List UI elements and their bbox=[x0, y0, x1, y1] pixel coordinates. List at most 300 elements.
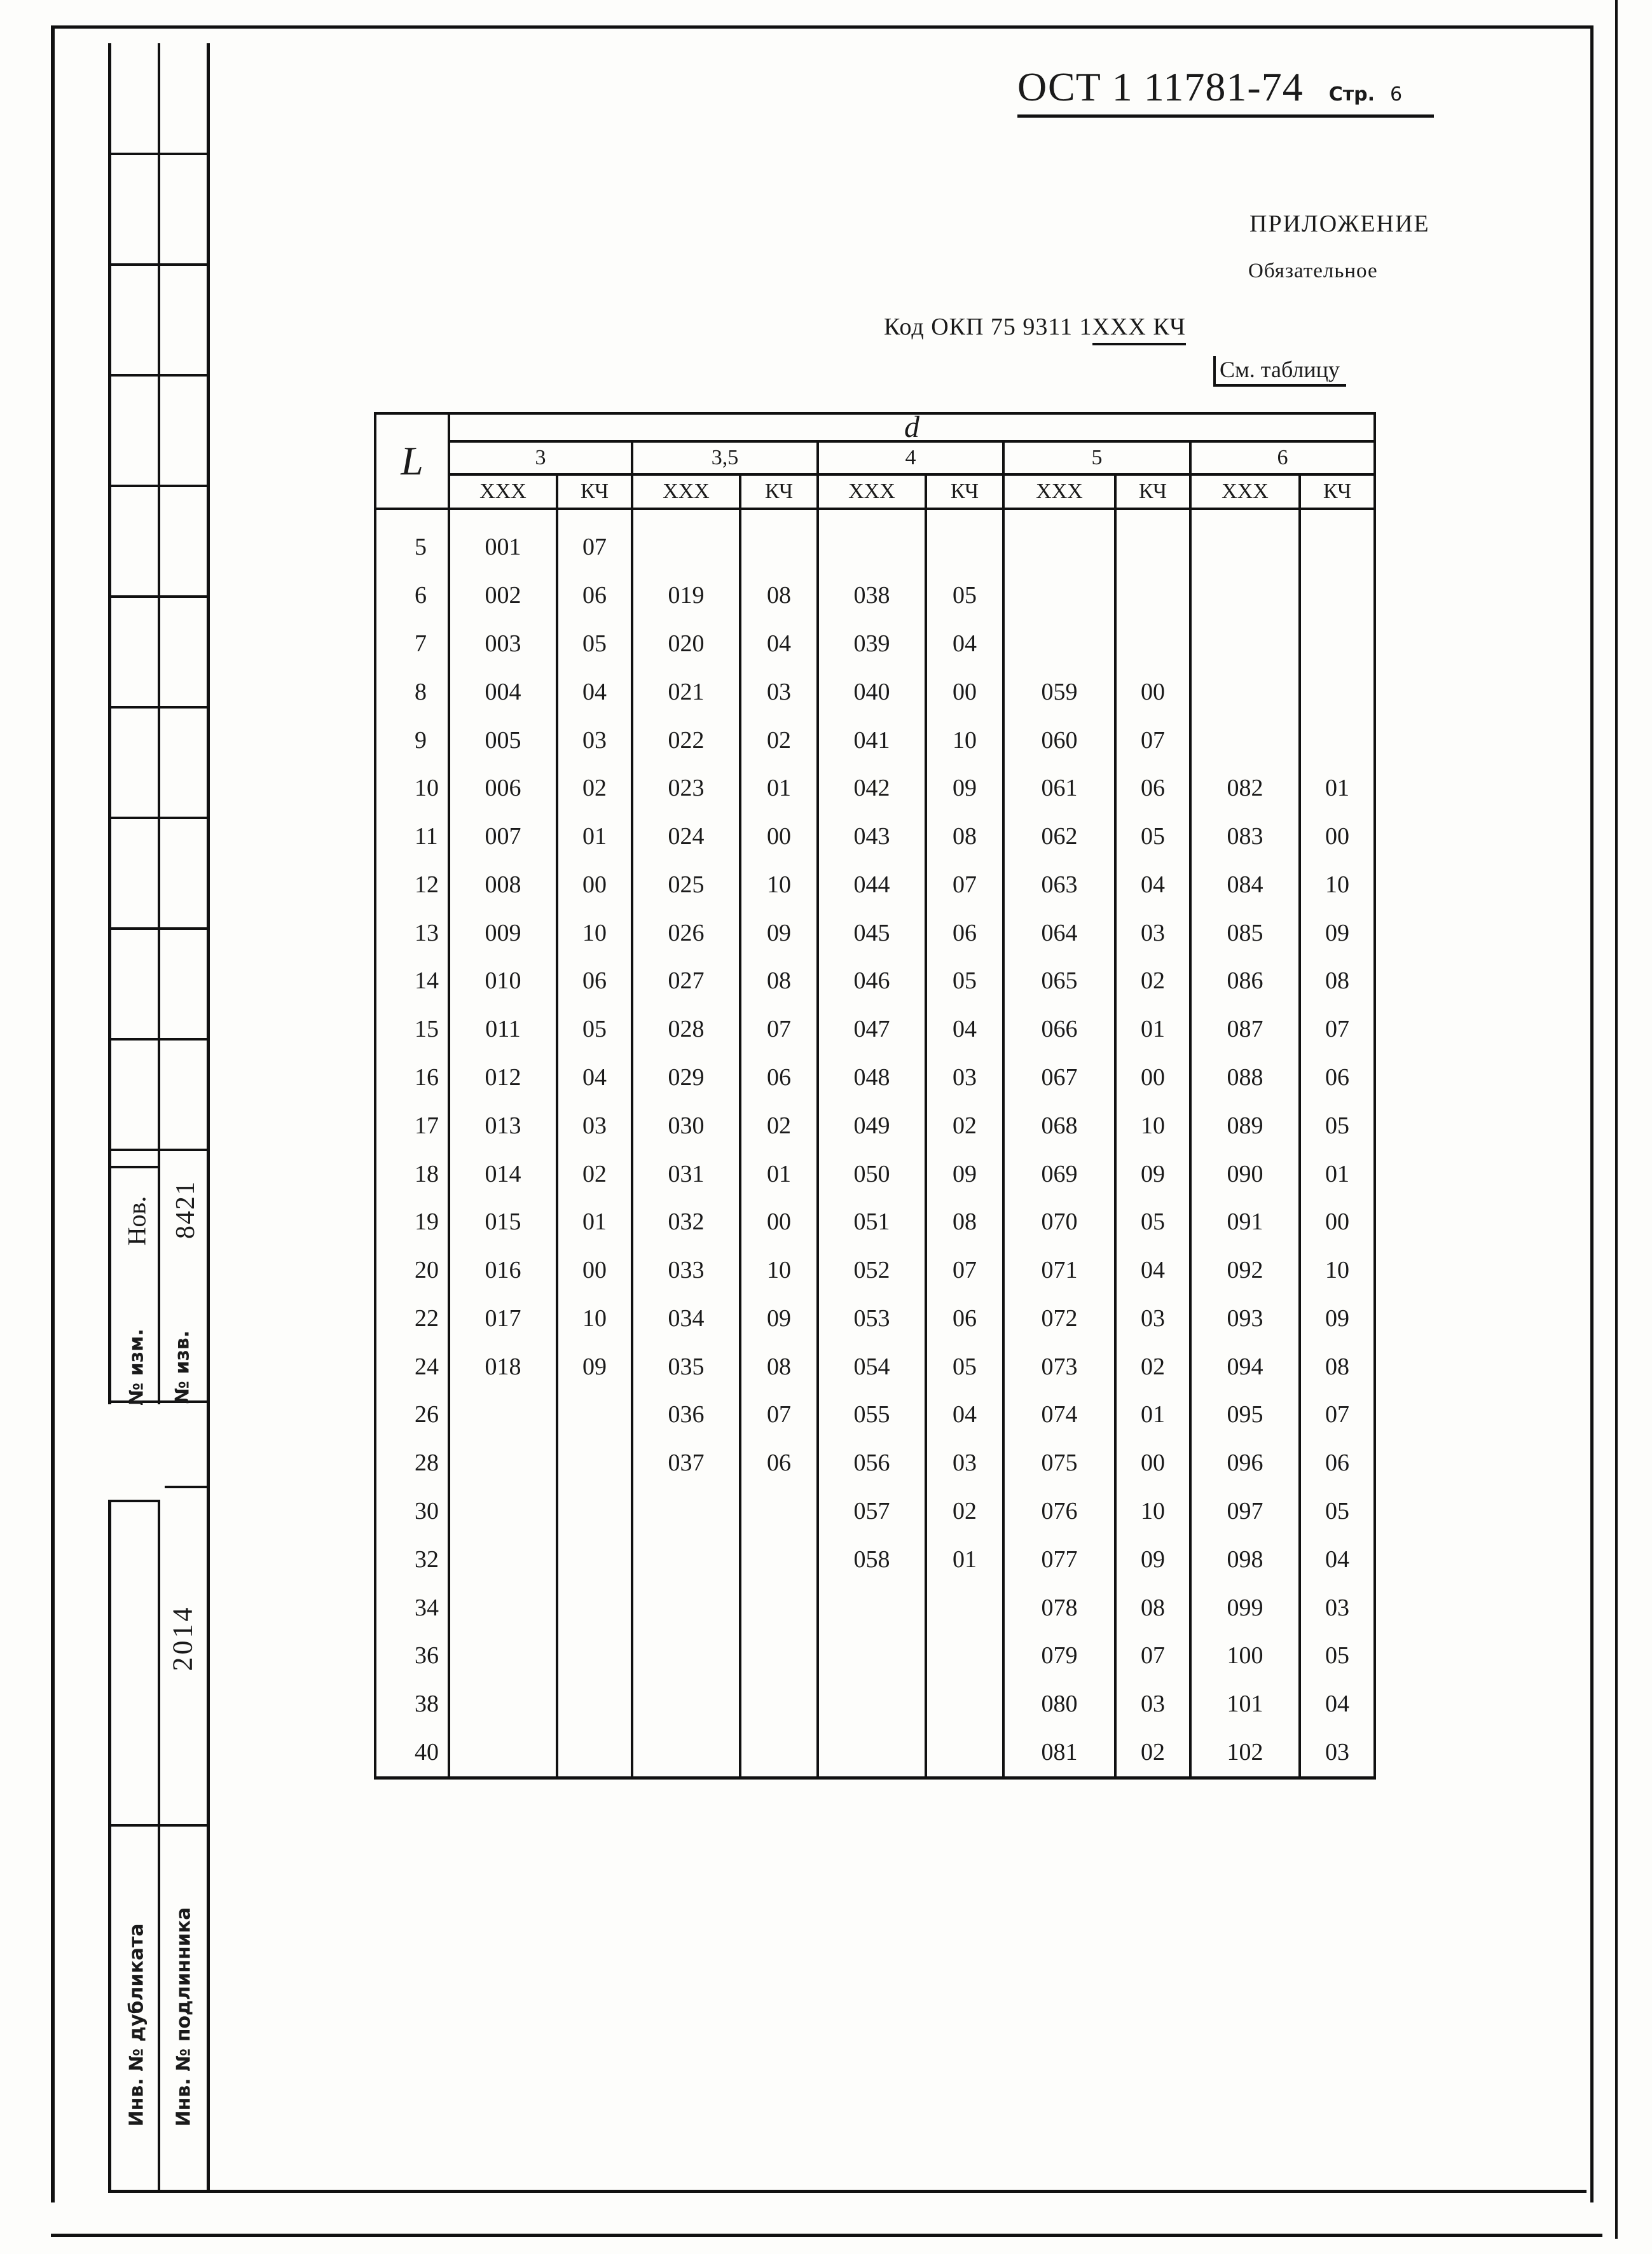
cell-kch-code: 06 bbox=[1300, 1439, 1375, 1487]
header-d: d bbox=[449, 413, 1375, 441]
cell-kch-code: 00 bbox=[740, 812, 818, 861]
cell-kch-code: 00 bbox=[1115, 1439, 1190, 1487]
document-code: ОСТ 1 11781-74 bbox=[1017, 64, 1304, 109]
cell-xxx-code: 070 bbox=[1003, 1198, 1115, 1246]
cell-kch-code: 00 bbox=[1115, 668, 1190, 716]
cell-xxx-code bbox=[449, 1535, 557, 1584]
cell-xxx-code: 029 bbox=[632, 1053, 740, 1102]
cell-xxx-code: 084 bbox=[1190, 861, 1300, 909]
cell-kch-code: 04 bbox=[926, 1005, 1003, 1053]
strip-line bbox=[111, 595, 207, 598]
okp-reference: См. таблицу bbox=[1213, 356, 1346, 387]
cell-xxx-code: 033 bbox=[632, 1246, 740, 1294]
cell-kch-code bbox=[740, 1487, 818, 1535]
cell-kch-code: 01 bbox=[740, 764, 818, 812]
table-row bbox=[375, 1198, 1375, 1246]
cell-xxx-code: 053 bbox=[818, 1294, 926, 1343]
cell-kch-code: 06 bbox=[740, 1439, 818, 1487]
cell-kch-code bbox=[557, 1487, 632, 1535]
cell-kch-code: 09 bbox=[740, 1294, 818, 1343]
cell-xxx-code: 043 bbox=[818, 812, 926, 861]
cell-xxx-code: 027 bbox=[632, 957, 740, 1006]
cell-kch-code: 05 bbox=[926, 957, 1003, 1006]
cell-xxx-code: 035 bbox=[632, 1343, 740, 1391]
header-diameter: 3,5 bbox=[632, 441, 818, 474]
cell-xxx-code: 020 bbox=[632, 619, 740, 668]
cell-xxx-code: 090 bbox=[1190, 1150, 1300, 1198]
cell-kch-code: 02 bbox=[1115, 957, 1190, 1006]
cell-xxx-code: 022 bbox=[632, 716, 740, 764]
cell-xxx-code: 049 bbox=[818, 1102, 926, 1150]
original-value: 2014 bbox=[167, 1605, 198, 1671]
table-row bbox=[375, 509, 1375, 571]
cell-xxx-code: 044 bbox=[818, 861, 926, 909]
cell-xxx-code: 080 bbox=[1003, 1680, 1115, 1728]
cell-xxx-code: 037 bbox=[632, 1439, 740, 1487]
cell-kch-code: 06 bbox=[926, 909, 1003, 957]
cell-xxx-code bbox=[1003, 509, 1115, 571]
cell-kch-code: 09 bbox=[740, 909, 818, 957]
subheader-row bbox=[375, 474, 1375, 509]
cell-length: 15 bbox=[375, 1005, 449, 1053]
cell-xxx-code: 058 bbox=[818, 1535, 926, 1584]
cell-xxx-code bbox=[449, 1584, 557, 1632]
cell-kch-code: 10 bbox=[557, 1294, 632, 1343]
cell-xxx-code: 102 bbox=[1190, 1728, 1300, 1778]
frame-bottom-line bbox=[51, 2234, 1602, 2237]
strip-line bbox=[111, 153, 207, 155]
code-table bbox=[374, 412, 1373, 1780]
cell-xxx-code: 081 bbox=[1003, 1728, 1115, 1778]
cell-xxx-code: 013 bbox=[449, 1102, 557, 1150]
cell-length: 38 bbox=[375, 1680, 449, 1728]
cell-xxx-code: 028 bbox=[632, 1005, 740, 1053]
cell-xxx-code: 051 bbox=[818, 1198, 926, 1246]
table-row bbox=[375, 716, 1375, 764]
cell-length: 10 bbox=[375, 764, 449, 812]
header-xxx: XXX bbox=[818, 474, 926, 509]
cell-xxx-code bbox=[632, 1487, 740, 1535]
cell-xxx-code: 056 bbox=[818, 1439, 926, 1487]
cell-length: 8 bbox=[375, 668, 449, 716]
strip-line bbox=[111, 263, 207, 266]
cell-kch-code: 01 bbox=[1115, 1391, 1190, 1439]
cell-kch-code: 03 bbox=[926, 1053, 1003, 1102]
cell-kch-code: 07 bbox=[740, 1391, 818, 1439]
table-row bbox=[375, 1535, 1375, 1584]
table-row bbox=[375, 619, 1375, 668]
cell-xxx-code: 073 bbox=[1003, 1343, 1115, 1391]
cell-xxx-code: 100 bbox=[1190, 1632, 1300, 1680]
cell-xxx-code: 057 bbox=[818, 1487, 926, 1535]
cell-xxx-code: 030 bbox=[632, 1102, 740, 1150]
cell-xxx-code: 041 bbox=[818, 716, 926, 764]
frame-right-edge bbox=[1615, 0, 1618, 2239]
header-kch: КЧ bbox=[1300, 474, 1375, 509]
cell-kch-code: 09 bbox=[1115, 1535, 1190, 1584]
cell-xxx-code bbox=[449, 1391, 557, 1439]
header-xxx: XXX bbox=[449, 474, 557, 509]
cell-kch-code: 04 bbox=[1300, 1680, 1375, 1728]
cell-kch-code: 02 bbox=[557, 1150, 632, 1198]
cell-kch-code: 01 bbox=[740, 1150, 818, 1198]
cell-xxx-code: 072 bbox=[1003, 1294, 1115, 1343]
cell-kch-code: 02 bbox=[557, 764, 632, 812]
header-diameter: 6 bbox=[1190, 441, 1375, 474]
cell-xxx-code bbox=[1190, 509, 1300, 571]
cell-xxx-code bbox=[449, 1680, 557, 1728]
cell-kch-code: 07 bbox=[557, 509, 632, 571]
cell-xxx-code: 059 bbox=[1003, 668, 1115, 716]
cell-kch-code: 09 bbox=[926, 764, 1003, 812]
cell-xxx-code bbox=[818, 1584, 926, 1632]
table-row bbox=[375, 1632, 1375, 1680]
strip-line bbox=[158, 1486, 207, 1488]
cell-xxx-code: 006 bbox=[449, 764, 557, 812]
cell-xxx-code: 063 bbox=[1003, 861, 1115, 909]
cell-kch-code: 03 bbox=[926, 1439, 1003, 1487]
cell-length: 40 bbox=[375, 1728, 449, 1778]
cell-kch-code: 10 bbox=[557, 909, 632, 957]
cell-kch-code bbox=[1115, 619, 1190, 668]
cell-kch-code: 01 bbox=[1300, 764, 1375, 812]
cell-kch-code: 06 bbox=[1300, 1053, 1375, 1102]
cell-xxx-code: 031 bbox=[632, 1150, 740, 1198]
okp-prefix: Код ОКП 75 9311 1 bbox=[884, 314, 1092, 340]
cell-xxx-code: 101 bbox=[1190, 1680, 1300, 1728]
header-diameter: 3 bbox=[449, 441, 632, 474]
cell-xxx-code: 068 bbox=[1003, 1102, 1115, 1150]
cell-length: 22 bbox=[375, 1294, 449, 1343]
cell-xxx-code: 019 bbox=[632, 571, 740, 619]
cell-xxx-code: 082 bbox=[1190, 764, 1300, 812]
cell-length: 13 bbox=[375, 909, 449, 957]
cell-kch-code: 08 bbox=[740, 957, 818, 1006]
cell-kch-code: 08 bbox=[740, 571, 818, 619]
cell-xxx-code: 034 bbox=[632, 1294, 740, 1343]
cell-kch-code: 04 bbox=[1115, 861, 1190, 909]
header-diameter: 4 bbox=[818, 441, 1003, 474]
cell-kch-code: 04 bbox=[740, 619, 818, 668]
cell-xxx-code: 023 bbox=[632, 764, 740, 812]
table-row bbox=[375, 957, 1375, 1006]
cell-kch-code: 06 bbox=[1115, 764, 1190, 812]
table-row bbox=[375, 1680, 1375, 1728]
cell-xxx-code bbox=[1003, 619, 1115, 668]
cell-kch-code bbox=[557, 1632, 632, 1680]
cell-length: 32 bbox=[375, 1535, 449, 1584]
cell-kch-code: 10 bbox=[1115, 1487, 1190, 1535]
cell-length: 9 bbox=[375, 716, 449, 764]
cell-xxx-code: 092 bbox=[1190, 1246, 1300, 1294]
appendix-title: ПРИЛОЖЕНИЕ bbox=[1249, 211, 1430, 237]
notice-value: 8421 bbox=[171, 1180, 200, 1239]
cell-length: 18 bbox=[375, 1150, 449, 1198]
cell-kch-code: 07 bbox=[926, 1246, 1003, 1294]
cell-kch-code: 04 bbox=[557, 668, 632, 716]
header-kch: КЧ bbox=[926, 474, 1003, 509]
strip-line bbox=[111, 817, 207, 819]
cell-length: 20 bbox=[375, 1246, 449, 1294]
cell-kch-code: 05 bbox=[557, 619, 632, 668]
header-kch: КЧ bbox=[740, 474, 818, 509]
table-row bbox=[375, 1246, 1375, 1294]
cell-xxx-code: 076 bbox=[1003, 1487, 1115, 1535]
cell-xxx-code: 040 bbox=[818, 668, 926, 716]
strip-line bbox=[111, 927, 207, 930]
cell-kch-code: 10 bbox=[926, 716, 1003, 764]
cell-kch-code: 09 bbox=[1300, 909, 1375, 957]
page-label: Стр. bbox=[1328, 83, 1375, 106]
cell-kch-code bbox=[740, 1632, 818, 1680]
cell-xxx-code: 042 bbox=[818, 764, 926, 812]
cell-kch-code: 07 bbox=[1300, 1005, 1375, 1053]
cell-xxx-code: 069 bbox=[1003, 1150, 1115, 1198]
table-row bbox=[375, 1150, 1375, 1198]
cell-kch-code: 08 bbox=[926, 812, 1003, 861]
cell-xxx-code: 046 bbox=[818, 957, 926, 1006]
cell-xxx-code: 014 bbox=[449, 1150, 557, 1198]
cell-xxx-code bbox=[818, 509, 926, 571]
cell-kch-code: 07 bbox=[926, 861, 1003, 909]
cell-kch-code: 09 bbox=[1115, 1150, 1190, 1198]
header-kch: КЧ bbox=[557, 474, 632, 509]
strip-line bbox=[111, 1824, 207, 1827]
cell-xxx-code bbox=[632, 509, 740, 571]
cell-kch-code bbox=[926, 1584, 1003, 1632]
cell-kch-code: 00 bbox=[740, 1198, 818, 1246]
cell-xxx-code: 074 bbox=[1003, 1391, 1115, 1439]
cell-kch-code: 03 bbox=[740, 668, 818, 716]
cell-kch-code bbox=[1300, 509, 1375, 571]
code-table-grid bbox=[374, 412, 1376, 1780]
cell-xxx-code: 025 bbox=[632, 861, 740, 909]
cell-length: 12 bbox=[375, 861, 449, 909]
cell-xxx-code: 077 bbox=[1003, 1535, 1115, 1584]
cell-xxx-code: 015 bbox=[449, 1198, 557, 1246]
cell-xxx-code: 079 bbox=[1003, 1632, 1115, 1680]
cell-xxx-code: 099 bbox=[1190, 1584, 1300, 1632]
appendix-subtitle: Обязательное bbox=[1248, 259, 1378, 282]
cell-kch-code: 02 bbox=[926, 1102, 1003, 1150]
cell-length: 28 bbox=[375, 1439, 449, 1487]
duplicate-label: Инв. № дубликата bbox=[125, 1923, 148, 2127]
cell-kch-code bbox=[557, 1728, 632, 1778]
cell-kch-code: 10 bbox=[740, 861, 818, 909]
cell-xxx-code: 094 bbox=[1190, 1343, 1300, 1391]
cell-xxx-code: 010 bbox=[449, 957, 557, 1006]
page-number-block bbox=[1329, 83, 1402, 106]
table-row bbox=[375, 1294, 1375, 1343]
cell-xxx-code bbox=[449, 1439, 557, 1487]
cell-xxx-code: 017 bbox=[449, 1294, 557, 1343]
cell-xxx-code: 036 bbox=[632, 1391, 740, 1439]
cell-xxx-code bbox=[632, 1535, 740, 1584]
cell-xxx-code bbox=[632, 1632, 740, 1680]
cell-kch-code: 01 bbox=[557, 812, 632, 861]
cell-kch-code: 04 bbox=[557, 1053, 632, 1102]
cell-kch-code: 06 bbox=[740, 1053, 818, 1102]
cell-xxx-code: 060 bbox=[1003, 716, 1115, 764]
cell-kch-code: 01 bbox=[926, 1535, 1003, 1584]
cell-kch-code: 08 bbox=[1115, 1584, 1190, 1632]
cell-xxx-code: 004 bbox=[449, 668, 557, 716]
cell-kch-code: 00 bbox=[1115, 1053, 1190, 1102]
cell-xxx-code: 024 bbox=[632, 812, 740, 861]
table-row bbox=[375, 764, 1375, 812]
page-number: 6 bbox=[1390, 83, 1403, 106]
cell-length: 19 bbox=[375, 1198, 449, 1246]
cell-kch-code: 08 bbox=[926, 1198, 1003, 1246]
cell-kch-code: 07 bbox=[1300, 1391, 1375, 1439]
cell-length: 11 bbox=[375, 812, 449, 861]
strip-line bbox=[111, 1500, 158, 1502]
table-row bbox=[375, 909, 1375, 957]
cell-kch-code: 02 bbox=[926, 1487, 1003, 1535]
cell-kch-code: 00 bbox=[1300, 812, 1375, 861]
cell-kch-code: 04 bbox=[926, 1391, 1003, 1439]
cell-kch-code: 03 bbox=[1115, 1294, 1190, 1343]
cell-kch-code: 00 bbox=[926, 668, 1003, 716]
strip-line bbox=[111, 1166, 158, 1168]
cell-length: 14 bbox=[375, 957, 449, 1006]
cell-xxx-code bbox=[632, 1680, 740, 1728]
cell-xxx-code: 005 bbox=[449, 716, 557, 764]
cell-length: 6 bbox=[375, 571, 449, 619]
cell-length: 36 bbox=[375, 1632, 449, 1680]
cell-xxx-code: 078 bbox=[1003, 1584, 1115, 1632]
cell-kch-code: 02 bbox=[740, 716, 818, 764]
table-row bbox=[375, 1343, 1375, 1391]
cell-xxx-code: 061 bbox=[1003, 764, 1115, 812]
cell-xxx-code: 085 bbox=[1190, 909, 1300, 957]
cell-kch-code: 09 bbox=[926, 1150, 1003, 1198]
cell-kch-code: 02 bbox=[1115, 1343, 1190, 1391]
header-xxx: XXX bbox=[1003, 474, 1115, 509]
cell-xxx-code: 002 bbox=[449, 571, 557, 619]
table-row bbox=[375, 571, 1375, 619]
cell-xxx-code: 097 bbox=[1190, 1487, 1300, 1535]
cell-kch-code bbox=[1300, 619, 1375, 668]
cell-xxx-code bbox=[1190, 571, 1300, 619]
cell-xxx-code: 075 bbox=[1003, 1439, 1115, 1487]
cell-xxx-code: 062 bbox=[1003, 812, 1115, 861]
cell-xxx-code: 018 bbox=[449, 1343, 557, 1391]
cell-kch-code bbox=[926, 1728, 1003, 1778]
cell-kch-code: 05 bbox=[926, 1343, 1003, 1391]
cell-kch-code: 01 bbox=[1300, 1150, 1375, 1198]
cell-xxx-code: 054 bbox=[818, 1343, 926, 1391]
strip-line bbox=[111, 374, 207, 377]
cell-xxx-code: 066 bbox=[1003, 1005, 1115, 1053]
cell-xxx-code: 003 bbox=[449, 619, 557, 668]
table-row bbox=[375, 1728, 1375, 1778]
cell-xxx-code: 093 bbox=[1190, 1294, 1300, 1343]
cell-kch-code: 05 bbox=[1115, 812, 1190, 861]
cell-kch-code: 05 bbox=[1300, 1632, 1375, 1680]
cell-xxx-code: 039 bbox=[818, 619, 926, 668]
cell-xxx-code bbox=[632, 1584, 740, 1632]
cell-kch-code: 07 bbox=[740, 1005, 818, 1053]
cell-xxx-code: 009 bbox=[449, 909, 557, 957]
cell-kch-code: 07 bbox=[1115, 716, 1190, 764]
cell-kch-code: 08 bbox=[740, 1343, 818, 1391]
cell-xxx-code: 048 bbox=[818, 1053, 926, 1102]
table-row bbox=[375, 1487, 1375, 1535]
strip-line bbox=[111, 706, 207, 709]
cell-xxx-code: 064 bbox=[1003, 909, 1115, 957]
side-strip bbox=[108, 43, 210, 2193]
table-row bbox=[375, 1005, 1375, 1053]
cell-xxx-code: 088 bbox=[1190, 1053, 1300, 1102]
cell-xxx-code bbox=[449, 1487, 557, 1535]
table-row bbox=[375, 1102, 1375, 1150]
cell-kch-code: 00 bbox=[557, 1246, 632, 1294]
cell-xxx-code: 011 bbox=[449, 1005, 557, 1053]
cell-xxx-code: 091 bbox=[1190, 1198, 1300, 1246]
cell-xxx-code: 007 bbox=[449, 812, 557, 861]
cell-length: 30 bbox=[375, 1487, 449, 1535]
cell-xxx-code bbox=[1190, 619, 1300, 668]
change-no-label: № изм. bbox=[125, 1329, 148, 1406]
cell-kch-code: 04 bbox=[926, 619, 1003, 668]
cell-kch-code: 00 bbox=[557, 861, 632, 909]
cell-length: 5 bbox=[375, 509, 449, 571]
strip-line bbox=[111, 1149, 207, 1151]
table-row bbox=[375, 1391, 1375, 1439]
table-row bbox=[375, 1439, 1375, 1487]
cell-kch-code: 09 bbox=[1300, 1294, 1375, 1343]
cell-kch-code bbox=[1115, 571, 1190, 619]
cell-xxx-code: 098 bbox=[1190, 1535, 1300, 1584]
cell-kch-code bbox=[926, 1680, 1003, 1728]
cell-kch-code bbox=[1300, 716, 1375, 764]
cell-kch-code bbox=[740, 1535, 818, 1584]
cell-kch-code bbox=[926, 1632, 1003, 1680]
cell-kch-code bbox=[557, 1535, 632, 1584]
cell-xxx-code: 096 bbox=[1190, 1439, 1300, 1487]
strip-line bbox=[111, 485, 207, 487]
cell-kch-code: 05 bbox=[1300, 1487, 1375, 1535]
cell-kch-code: 07 bbox=[1115, 1632, 1190, 1680]
frame-inner-bottom-line bbox=[108, 2190, 1587, 2193]
cell-length: 26 bbox=[375, 1391, 449, 1439]
cell-xxx-code: 071 bbox=[1003, 1246, 1115, 1294]
cell-kch-code: 06 bbox=[557, 957, 632, 1006]
cell-kch-code: 05 bbox=[557, 1005, 632, 1053]
cell-kch-code: 03 bbox=[1300, 1584, 1375, 1632]
header-L: L bbox=[375, 413, 449, 509]
cell-xxx-code: 050 bbox=[818, 1150, 926, 1198]
cell-xxx-code: 026 bbox=[632, 909, 740, 957]
change-value: Нов. bbox=[122, 1196, 151, 1246]
cell-kch-code: 10 bbox=[740, 1246, 818, 1294]
cell-xxx-code bbox=[1190, 668, 1300, 716]
cell-xxx-code bbox=[632, 1728, 740, 1778]
cell-kch-code bbox=[557, 1584, 632, 1632]
cell-xxx-code bbox=[818, 1632, 926, 1680]
cell-kch-code: 06 bbox=[557, 571, 632, 619]
cell-xxx-code bbox=[1190, 716, 1300, 764]
cell-xxx-code: 083 bbox=[1190, 812, 1300, 861]
header-xxx: XXX bbox=[1190, 474, 1300, 509]
cell-xxx-code: 038 bbox=[818, 571, 926, 619]
cell-xxx-code: 095 bbox=[1190, 1391, 1300, 1439]
cell-xxx-code bbox=[818, 1680, 926, 1728]
cell-kch-code: 03 bbox=[1300, 1728, 1375, 1778]
cell-kch-code: 09 bbox=[557, 1343, 632, 1391]
table-row bbox=[375, 861, 1375, 909]
